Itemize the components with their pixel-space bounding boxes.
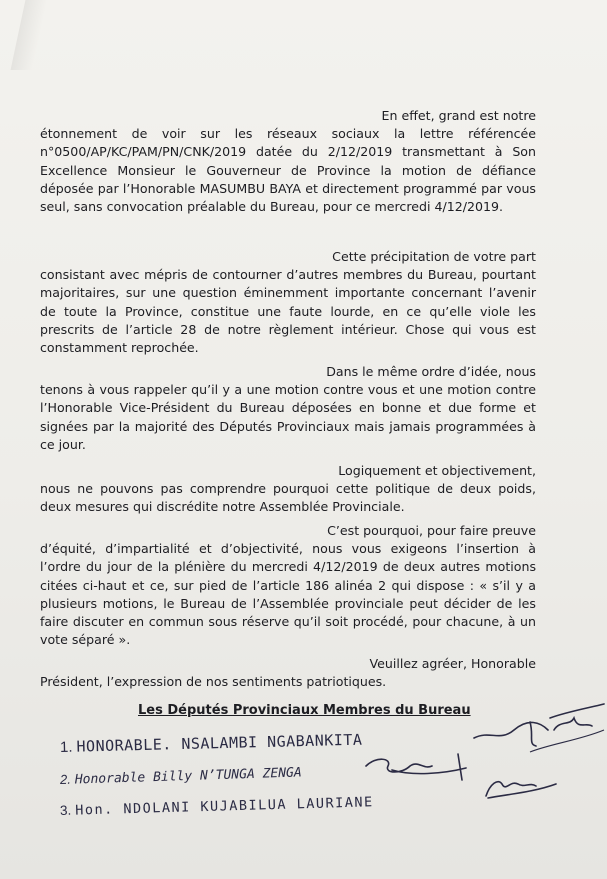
signatory-3 [60,794,374,819]
paragraph-5-opening: C’est pourquoi, pour faire preuve [327,523,536,538]
paragraph-3-opening: Dans le même ordre d’idée, nous [326,364,536,379]
signatory-3-name: Hon. NDOLANI KUJABILUA LAURIANE [75,794,374,819]
paragraph-4-body: nous ne pouvons pas comprendre pourquoi cette politique de deux poids, deux mesures qui discrédite notre Assemblée Provinciale. [40,481,536,515]
paper-fold-shadow [11,0,48,70]
paragraph-4 [40,462,536,517]
signature-1-scribble [470,700,607,760]
paragraph-2 [40,248,536,357]
signatory-3-number: 3. [59,802,72,818]
signatory-2-name: Honorable Billy N’TUNGA ZENGA [74,765,302,788]
closing-body: Président, l’expression de nos sentiments patriotiques. [40,674,387,690]
paragraph-1-opening: En effet, grand est notre [381,108,536,123]
signature-heading: Les Députés Provinciaux Membres du Bureau [138,703,471,718]
signature-2-scribble [362,752,472,782]
signatory-2-number: 2. [59,771,72,787]
signatory-1-number: 1. [59,738,73,756]
closing-opening: Veuillez agréer, Honorable [369,656,536,671]
signatory-1 [60,731,363,756]
paragraph-2-body: consistant avec mépris de contourner d’autres membres du Bureau, pourtant majoritaires, sur une question éminemment importante concernant l’avenir de toute la Province, constitue une faute lourde, en ce qu’elle viole les prescrits de l’article 28 de notre règlement intérieur. Chose qui vous est constamment reprochée. [40,267,536,356]
signature-3-scribble [480,774,560,804]
paragraph-5 [40,522,536,649]
signatory-1-name: HONORABLE. NSALAMBI NGABANKITA [76,730,363,756]
paragraph-3-body: tenons à vous rappeler qu’il y a une motion contre vous et une motion contre l’Honorable Vice-Président du Bureau déposées en bonne et due forme et signées par la majorité des Députés Provinciaux mais jamais programmées à ce jour. [40,382,536,452]
paragraph-2-opening: Cette précipitation de votre part [332,249,536,264]
paragraph-1 [40,107,536,216]
signatory-2 [60,764,302,788]
paragraph-5-body: d’équité, d’impartialité et d’objectivité, nous vous exigeons l’insertion à l’ordre du jour de la plénière du mercredi 4/12/2019 de deux autres motions citées ci-haut et ce, sur pied de l’article 186 alinéa 2 qui dispose : « s’il y a plusieurs motions, le Bureau de l’Assemblée provinciale peut décider de les faire discuter en commun sous réserve qu’il soit procédé, pour chacune, à un vote séparé ». [40,541,536,648]
paragraph-1-body: étonnement de voir sur les réseaux sociaux la lettre référencée n°0500/AP/KC/PAM/PN/CNK/2019 datée du 2/12/2019 transmettant à Son Excellence Monsieur le Gouverneur de Province la motion de défiance déposée par l’Honorable MASUMBU BAYA et directement programmé par vous seul, sans convocation préalable du Bureau, pour ce mercredi 4/12/2019. [40,126,536,215]
paragraph-4-opening: Logiquement et objectivement, [338,463,536,478]
closing-paragraph [40,655,536,691]
paragraph-3 [40,363,536,454]
